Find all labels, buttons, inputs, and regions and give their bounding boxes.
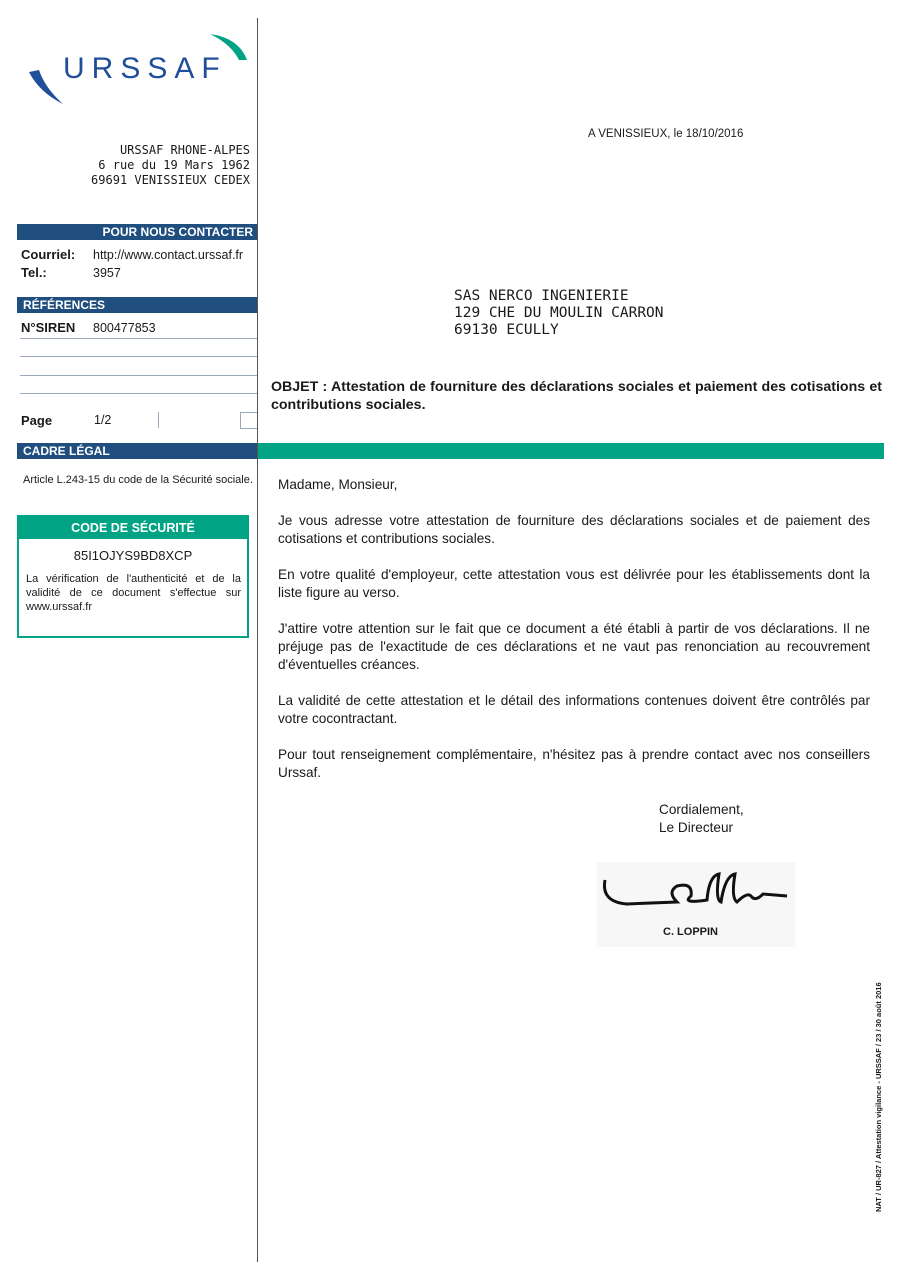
page-label: Page [21, 413, 53, 428]
recipient-line: 129 CHE DU MOULIN CARRON [454, 305, 664, 321]
security-header: CODE DE SÉCURITÉ [19, 517, 247, 539]
security-text: La vérification de l'authenticité et de la validité de ce document s'effectue sur www.urssaf.fr [26, 573, 241, 613]
references-header: RÉFÉRENCES [17, 297, 257, 313]
closing [659, 801, 744, 837]
letter-subject: OBJET : Attestation de fourniture des déclarations sociales et paiement des cotisations et contributions sociales. [271, 379, 882, 413]
letter-body [278, 476, 870, 800]
form-reference: NAT / UR-827 / Attestation vigilance - URSSAF / 23 / 30 août 2016 [874, 982, 883, 1212]
security-code-box [17, 515, 249, 638]
column-divider [257, 18, 258, 1262]
paragraph: La validité de cette attestation et le détail des informations contenues doivent être contrôlés par votre cocontractant. [278, 693, 870, 726]
closing-line: Le Directeur [659, 820, 734, 835]
legal-text: Article L.243-15 du code de la Sécurité sociale. [23, 474, 253, 486]
divider [20, 393, 257, 394]
paragraph: J'attire votre attention sur le fait que ce document a été établi à partir de vos déclarations. Il ne préjuge pas de l'exactitude de ces déclarations et ne vaut pas renonciation au recouvrement d'éventuelles créances. [278, 621, 870, 672]
email-link[interactable]: http://www.contact.urssaf.fr [93, 248, 244, 262]
green-band [258, 443, 884, 459]
sender-line: 69691 VENISSIEUX CEDEX [91, 173, 250, 187]
divider [20, 375, 257, 376]
legal-header: CADRE LÉGAL [17, 443, 257, 459]
recipient-address [454, 288, 664, 339]
greeting: Madame, Monsieur, [278, 477, 398, 492]
place-date: A VENISSIEUX, le 18/10/2016 [588, 128, 744, 140]
signature-icon [597, 862, 795, 922]
divider [158, 412, 159, 428]
contact-header: POUR NOUS CONTACTER [17, 224, 257, 240]
signature-block [597, 862, 795, 947]
page-value: 1/2 [94, 413, 112, 427]
recipient-line: 69130 ECULLY [454, 322, 559, 338]
tel-value: 3957 [93, 266, 121, 280]
siren-value: 800477853 [93, 321, 156, 335]
siren-label: N°SIREN [21, 320, 76, 335]
paragraph: Je vous adresse votre attestation de fourniture des déclarations sociales et de paiement des cotisations et contributions sociales. [278, 513, 870, 546]
paragraph: Pour tout renseignement complémentaire, n'hésitez pas à prendre contact avec nos conseillers Urssaf. [278, 747, 870, 780]
divider [20, 356, 257, 357]
security-code: 85I1OJYS9BD8XCP [73, 548, 193, 563]
sender-line: URSSAF RHONE-ALPES [119, 143, 250, 157]
tel-label: Tel.: [21, 265, 47, 280]
urssaf-logo [25, 30, 250, 110]
sender-line: 6 rue du 19 Mars 1962 [98, 158, 250, 172]
paragraph: En votre qualité d'employeur, cette attestation vous est délivrée pour les établissements dont la liste figure au verso. [278, 567, 870, 600]
divider [20, 338, 257, 339]
checkbox-box [240, 412, 257, 429]
email-label: Courriel: [21, 247, 76, 262]
recipient-line: SAS NERCO INGENIERIE [454, 288, 629, 304]
logo-text: URSSAF [63, 52, 227, 85]
closing-line: Cordialement, [659, 802, 744, 817]
sender-address [91, 143, 250, 188]
signatory-name: C. LOPPIN [663, 926, 719, 938]
